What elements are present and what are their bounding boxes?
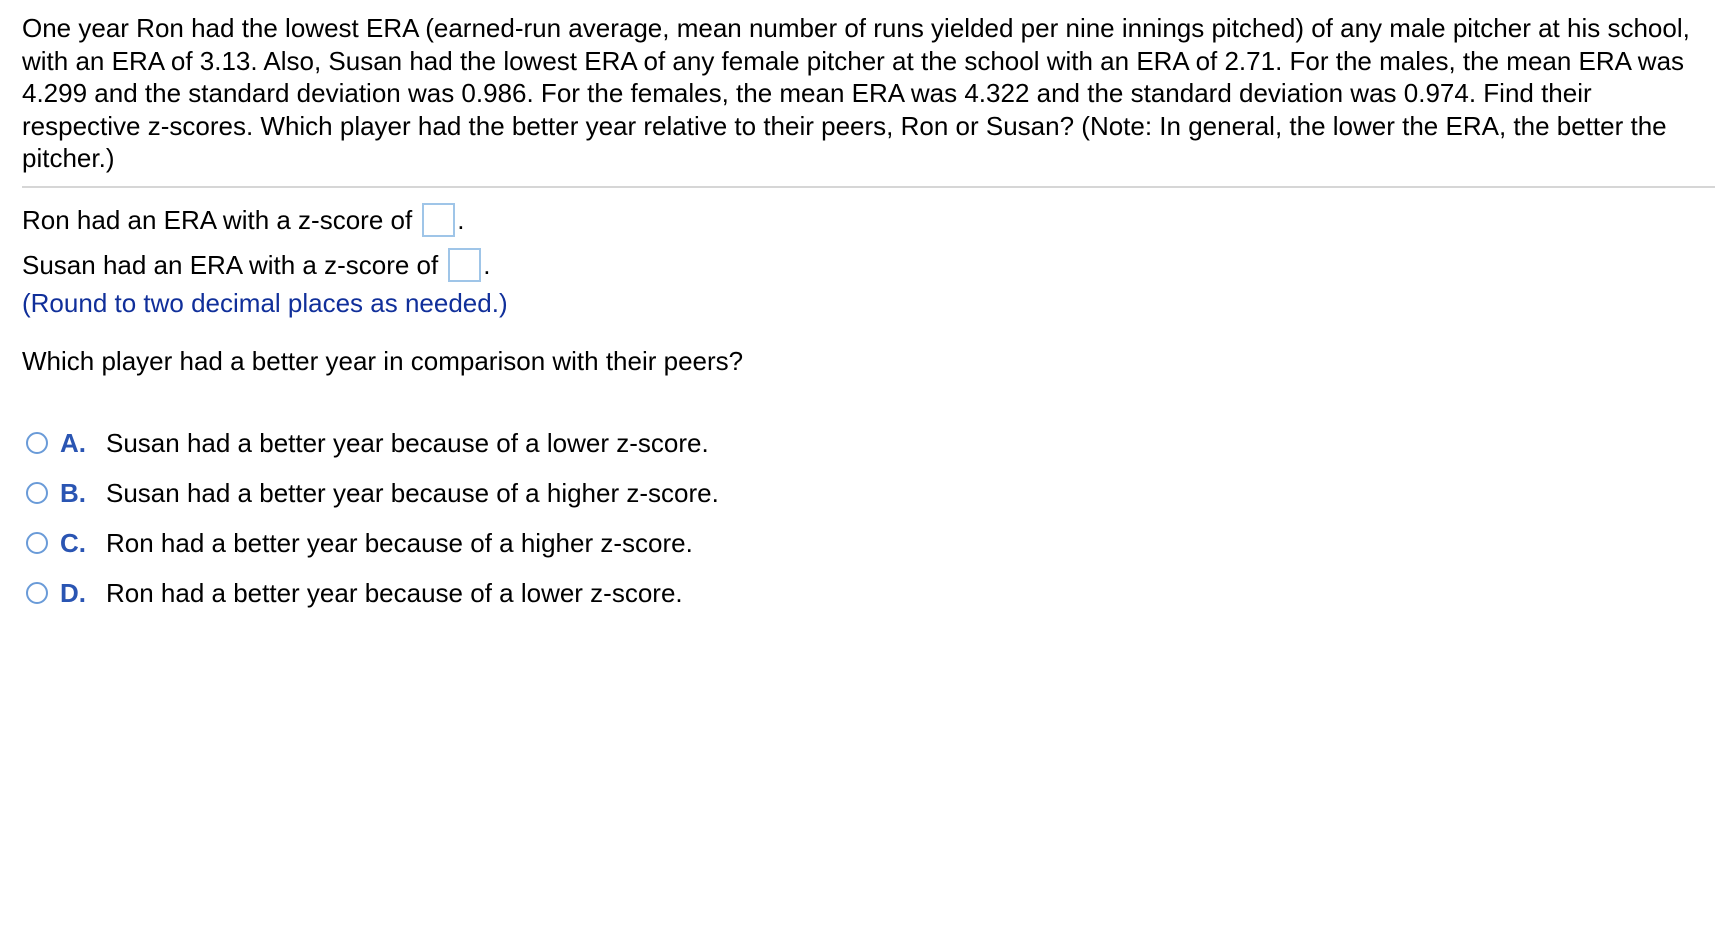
ron-answer-period: .: [457, 205, 465, 235]
question-text: One year Ron had the lowest ERA (earned-run average, mean number of runs yielded per nine innings pitched) of any male pitcher at his school, with an ERA of 3.13. Also, Susan had the lowest ERA of any female pitcher at the school with an ERA of 2.71. For the males, the mean ERA was 4.299 and the standard deviation was 0.986. For the females, the mean ERA was 4.322 and the standard deviation was 0.974. Find their respective z-scores. Which player had the better year relative to their peers, Ron or Susan? (Note: In general, the lower the ERA, the better the pitcher.): [22, 13, 1690, 173]
susan-answer-period: .: [483, 250, 491, 280]
choice-letter: B.: [60, 477, 86, 508]
choice-text: Susan had a better year because of a lower z-score.: [106, 427, 709, 458]
choice-d[interactable]: [26, 568, 719, 618]
choice-b[interactable]: [26, 468, 719, 518]
comparison-prompt: Which player had a better year in comparison with their peers?: [22, 346, 744, 376]
susan-z-score-input[interactable]: [448, 248, 481, 282]
choice-text: Susan had a better year because of a higher z-score.: [106, 477, 719, 508]
divider: [22, 186, 1715, 188]
ron-answer-label: Ron had an ERA with a z-score of: [22, 205, 413, 235]
rounding-hint: (Round to two decimal places as needed.): [22, 288, 508, 318]
radio-button-icon[interactable]: [26, 532, 48, 554]
answer-choices: [26, 418, 719, 618]
ron-z-score-input[interactable]: [422, 203, 455, 237]
susan-answer-row: [22, 248, 490, 282]
radio-button-icon[interactable]: [26, 432, 48, 454]
radio-button-icon[interactable]: [26, 482, 48, 504]
choice-c[interactable]: [26, 518, 719, 568]
choice-letter: C.: [60, 527, 86, 558]
susan-answer-label: Susan had an ERA with a z-score of: [22, 250, 439, 280]
choice-letter: D.: [60, 577, 86, 608]
choice-a[interactable]: [26, 418, 719, 468]
radio-button-icon[interactable]: [26, 582, 48, 604]
choice-letter: A.: [60, 427, 86, 458]
choice-text: Ron had a better year because of a higher z-score.: [106, 527, 693, 558]
choice-text: Ron had a better year because of a lower z-score.: [106, 577, 683, 608]
ron-answer-row: [22, 203, 464, 237]
